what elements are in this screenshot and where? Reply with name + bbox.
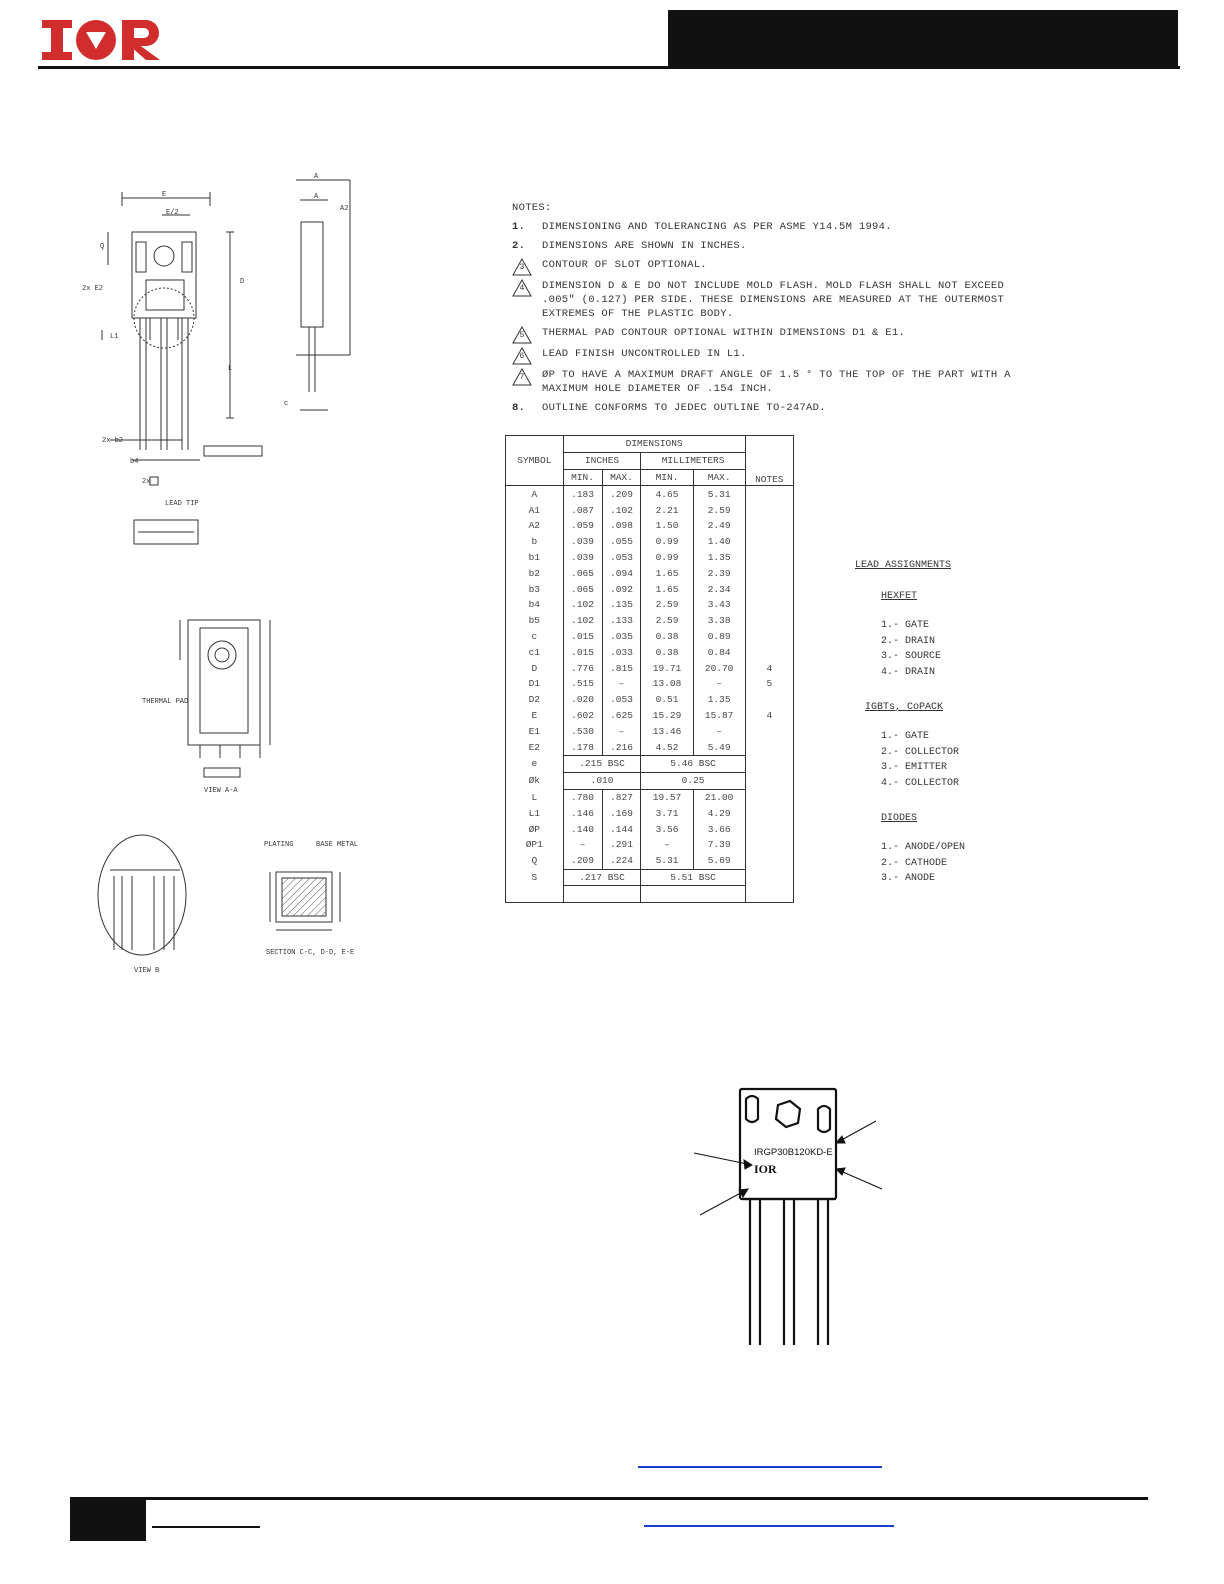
cell-symbol: ØP1 xyxy=(506,837,564,853)
cell-in-min: .178 xyxy=(563,739,602,755)
header-rule xyxy=(38,66,1180,69)
cell-mm-max: 4.29 xyxy=(693,805,745,821)
cell-symbol: D1 xyxy=(506,676,564,692)
cell-in-min: .020 xyxy=(563,692,602,708)
cell-symbol: D2 xyxy=(506,692,564,708)
cell-in-max: .169 xyxy=(602,805,641,821)
cell-mm-max: 2.49 xyxy=(693,518,745,534)
note-text: DIMENSION D & E DO NOT INCLUDE MOLD FLASH. MOLD FLASH SHALL NOT EXCEED .005" (0.127) PER SIDE. THESE DIMENSIONS ARE MEASURED AT THE OUTERMOST EXTREMES OF THE PLASTIC BODY. xyxy=(542,280,1005,320)
cell-symbol: L1 xyxy=(506,805,564,821)
note-marker: 3 xyxy=(519,263,525,272)
cell-note xyxy=(745,597,793,613)
svg-text:A2: A2 xyxy=(340,205,349,213)
cell-mm-min: – xyxy=(641,837,693,853)
cell-mm-min: 2.59 xyxy=(641,613,693,629)
cell-mm-max: – xyxy=(693,723,745,739)
cell-symbol: b xyxy=(506,534,564,550)
cell-in-span: .217 BSC xyxy=(563,869,641,886)
note-text: DIMENSIONS ARE SHOWN IN INCHES. xyxy=(542,240,747,252)
svg-text:c: c xyxy=(284,400,289,408)
footer-website-underline[interactable] xyxy=(644,1525,894,1527)
cell-in-min: .780 xyxy=(563,789,602,805)
lead-item: 3.- EMITTER xyxy=(881,762,948,773)
note-marker: 7 xyxy=(519,373,525,382)
cell-mm-min: 15.29 xyxy=(641,708,693,724)
cell-in-max: .144 xyxy=(602,821,641,837)
page-number-box xyxy=(70,1497,146,1541)
cell-note xyxy=(745,739,793,755)
cell-in-min: .059 xyxy=(563,518,602,534)
table-row xyxy=(506,613,794,629)
note-number: 2. xyxy=(512,240,526,252)
cell-in-max: .033 xyxy=(602,644,641,660)
cell-mm-span: 5.46 BSC xyxy=(641,755,745,772)
cell-symbol: e xyxy=(506,755,564,772)
svg-text:A: A xyxy=(314,173,319,181)
cell-mm-max: – xyxy=(693,676,745,692)
col-mm-min: MIN. xyxy=(641,469,693,486)
cell-in-max: .291 xyxy=(602,837,641,853)
note-text: CONTOUR OF SLOT OPTIONAL. xyxy=(542,259,708,271)
cell-mm-max: 5.31 xyxy=(693,486,745,502)
cell-in-max: .625 xyxy=(602,708,641,724)
col-symbol: SYMBOL xyxy=(506,436,564,486)
footer-rule xyxy=(70,1497,1148,1500)
cell-symbol: b1 xyxy=(506,550,564,566)
cell-mm-max: 5.69 xyxy=(693,853,745,869)
ir-logo xyxy=(40,18,162,62)
cell-note xyxy=(745,869,793,886)
note-triangle-icon xyxy=(512,279,532,295)
cell-in-min: .015 xyxy=(563,644,602,660)
cell-in-max: .053 xyxy=(602,550,641,566)
svg-text:VIEW B: VIEW B xyxy=(134,967,160,975)
col-mm-max: MAX. xyxy=(693,469,745,486)
note-item xyxy=(512,258,1032,274)
cell-in-min: .530 xyxy=(563,723,602,739)
cell-note xyxy=(745,644,793,660)
cell-symbol: b3 xyxy=(506,581,564,597)
table-row xyxy=(506,821,794,837)
cell-symbol: A2 xyxy=(506,518,564,534)
table-row xyxy=(506,518,794,534)
col-dimensions: DIMENSIONS xyxy=(563,436,745,453)
col-in-max: MAX. xyxy=(602,469,641,486)
cell-in-min: .039 xyxy=(563,534,602,550)
note-item xyxy=(512,239,1032,253)
cell-in-min: .209 xyxy=(563,853,602,869)
lead-item: 1.- GATE xyxy=(881,620,930,631)
cell-symbol: c xyxy=(506,629,564,645)
cell-note xyxy=(745,581,793,597)
cell-in-max: .135 xyxy=(602,597,641,613)
cell-note xyxy=(745,550,793,566)
cell-mm-max: 15.87 xyxy=(693,708,745,724)
cell-mm-max: 5.49 xyxy=(693,739,745,755)
footer-short-rule xyxy=(152,1526,260,1528)
table-row xyxy=(506,629,794,645)
cell-note xyxy=(745,772,793,789)
cell-in-max: – xyxy=(602,723,641,739)
note-text: ØP TO HAVE A MAXIMUM DRAFT ANGLE OF 1.5 ° TO THE TOP OF THE PART WITH A MAXIMUM HOLE DIAMETER OF .154 INCH. xyxy=(542,369,1011,395)
cell-in-max: .035 xyxy=(602,629,641,645)
svg-text:2x E2: 2x E2 xyxy=(82,285,104,293)
cell-mm-min: 2.21 xyxy=(641,502,693,518)
cell-mm-span: 0.25 xyxy=(641,772,745,789)
cell-in-max: .102 xyxy=(602,502,641,518)
cell-note xyxy=(745,565,793,581)
col-millimeters: MILLIMETERS xyxy=(641,452,745,469)
lead-item: 4.- COLLECTOR xyxy=(881,777,960,789)
cell-in-min: .515 xyxy=(563,676,602,692)
note-marker: 6 xyxy=(519,352,525,361)
lead-group-title: HEXFET xyxy=(881,591,918,602)
note-number: 1. xyxy=(512,221,526,233)
svg-text:D: D xyxy=(240,278,245,286)
note-text: DIMENSIONING AND TOLERANCING AS PER ASME Y14.5M 1994. xyxy=(542,221,892,233)
cell-in-max: .815 xyxy=(602,660,641,676)
cell-in-min: .140 xyxy=(563,821,602,837)
table-row xyxy=(506,644,794,660)
cell-mm-min: 1.65 xyxy=(641,565,693,581)
table-row xyxy=(506,534,794,550)
cell-note xyxy=(745,853,793,869)
cell-mm-min: 3.56 xyxy=(641,821,693,837)
notes-title: NOTES: xyxy=(512,202,552,214)
lead-item: 3.- ANODE xyxy=(881,873,936,884)
note-text: OUTLINE CONFORMS TO JEDEC OUTLINE TO-247AD. xyxy=(542,402,826,414)
cell-in-max: .209 xyxy=(602,486,641,502)
cell-symbol: Q xyxy=(506,853,564,869)
cell-mm-min: 4.52 xyxy=(641,739,693,755)
col-inches: INCHES xyxy=(563,452,641,469)
cell-symbol: b2 xyxy=(506,565,564,581)
cell-in-min: .102 xyxy=(563,597,602,613)
col-in-min: MIN. xyxy=(563,469,602,486)
cell-note xyxy=(745,805,793,821)
table-row xyxy=(506,805,794,821)
cell-mm-max: 1.35 xyxy=(693,692,745,708)
cell-symbol: A xyxy=(506,486,564,502)
cell-symbol: L xyxy=(506,789,564,805)
cell-symbol: D xyxy=(506,660,564,676)
cell-mm-min: 19.71 xyxy=(641,660,693,676)
cell-mm-min: 0.51 xyxy=(641,692,693,708)
table-row xyxy=(506,660,794,676)
cell-mm-max: 3.43 xyxy=(693,597,745,613)
cell-in-min: – xyxy=(563,837,602,853)
cell-symbol: E xyxy=(506,708,564,724)
note-item xyxy=(512,279,1032,321)
svg-text:VIEW A-A: VIEW A-A xyxy=(204,787,238,795)
table-row xyxy=(506,676,794,692)
cell-symbol: E1 xyxy=(506,723,564,739)
svg-text:SECTION C-C, D-D, E-E: SECTION C-C, D-D, E-E xyxy=(266,949,355,957)
cell-in-min: .065 xyxy=(563,565,602,581)
table-row xyxy=(506,565,794,581)
cell-mm-max: 1.40 xyxy=(693,534,745,550)
cell-in-min: .065 xyxy=(563,581,602,597)
lead-group-title: IGBTs, CoPACK xyxy=(865,702,944,713)
cell-in-max: .092 xyxy=(602,581,641,597)
cell-mm-min: 13.46 xyxy=(641,723,693,739)
svg-text:L1: L1 xyxy=(110,333,119,341)
cell-symbol: ØP xyxy=(506,821,564,837)
note-item xyxy=(512,401,1032,415)
cell-mm-max: 0.89 xyxy=(693,629,745,645)
cell-mm-min: 4.65 xyxy=(641,486,693,502)
cell-in-min: .602 xyxy=(563,708,602,724)
table-row xyxy=(506,723,794,739)
cell-note: 5 xyxy=(745,676,793,692)
svg-text:LEAD TIP: LEAD TIP xyxy=(165,500,199,508)
cell-in-max: .053 xyxy=(602,692,641,708)
lead-assignments-title: LEAD ASSIGNMENTS xyxy=(855,560,952,571)
cell-note xyxy=(745,518,793,534)
lead-item: 2.- CATHODE xyxy=(881,857,948,869)
cell-in-min: .776 xyxy=(563,660,602,676)
table-row xyxy=(506,486,794,502)
cell-note xyxy=(745,821,793,837)
cell-mm-span: 5.51 BSC xyxy=(641,869,745,886)
cell-in-span: .010 xyxy=(563,772,641,789)
cell-mm-max: 2.34 xyxy=(693,581,745,597)
note-item xyxy=(512,326,1032,342)
package-outline-drawing xyxy=(70,170,390,980)
cell-in-min: .183 xyxy=(563,486,602,502)
note-item xyxy=(512,368,1032,396)
cell-in-span: .215 BSC xyxy=(563,755,641,772)
cell-in-max: .224 xyxy=(602,853,641,869)
part-number-text: IRGP30B120KD-E xyxy=(754,1147,833,1158)
part-logo-text: IOR xyxy=(754,1162,777,1176)
cell-note xyxy=(745,789,793,805)
cell-note xyxy=(745,629,793,645)
cell-mm-min: 3.71 xyxy=(641,805,693,821)
cell-mm-max: 3.38 xyxy=(693,613,745,629)
svg-text:2x b2: 2x b2 xyxy=(102,437,124,445)
cell-note xyxy=(745,613,793,629)
cell-in-max: .216 xyxy=(602,739,641,755)
note-item xyxy=(512,347,1032,363)
cell-in-min: .087 xyxy=(563,502,602,518)
cell-mm-max: 0.84 xyxy=(693,644,745,660)
table-row xyxy=(506,869,794,886)
cell-mm-max: 21.00 xyxy=(693,789,745,805)
lead-item: 1.- GATE xyxy=(881,731,930,742)
cell-in-max: – xyxy=(602,676,641,692)
cell-note xyxy=(745,837,793,853)
note-triangle-icon xyxy=(512,368,532,384)
cell-in-max: .094 xyxy=(602,565,641,581)
lead-item: 2.- COLLECTOR xyxy=(881,746,960,758)
cell-symbol: b5 xyxy=(506,613,564,629)
cell-mm-min: 1.50 xyxy=(641,518,693,534)
note-marker: 4 xyxy=(519,284,525,293)
note-triangle-icon xyxy=(512,347,532,363)
cell-note xyxy=(745,502,793,518)
note-item xyxy=(512,220,1032,234)
cell-symbol: E2 xyxy=(506,739,564,755)
cell-symbol: S xyxy=(506,869,564,886)
note-text: LEAD FINISH UNCONTROLLED IN L1. xyxy=(542,348,747,360)
lead-group-title: DIODES xyxy=(881,813,918,824)
cell-mm-min: 0.38 xyxy=(641,629,693,645)
cell-note xyxy=(745,486,793,502)
cell-symbol: c1 xyxy=(506,644,564,660)
header-black-bar xyxy=(668,10,1178,68)
lead-item: 3.- SOURCE xyxy=(881,651,942,662)
cell-in-min: .039 xyxy=(563,550,602,566)
cell-mm-min: 0.99 xyxy=(641,534,693,550)
table-row xyxy=(506,853,794,869)
note-number: 8. xyxy=(512,402,526,414)
cell-note xyxy=(745,755,793,772)
table-row xyxy=(506,755,794,772)
dimensions-table xyxy=(505,435,794,903)
note-triangle-icon xyxy=(512,258,532,274)
cell-note: 4 xyxy=(745,708,793,724)
table-row xyxy=(506,772,794,789)
cell-in-max: .827 xyxy=(602,789,641,805)
cell-in-max: .133 xyxy=(602,613,641,629)
cell-mm-min: 1.65 xyxy=(641,581,693,597)
table-row xyxy=(506,708,794,724)
table-row xyxy=(506,597,794,613)
table-row xyxy=(506,692,794,708)
cell-symbol: Øk xyxy=(506,772,564,789)
svg-text:PLATING: PLATING xyxy=(264,841,294,849)
cell-mm-max: 2.39 xyxy=(693,565,745,581)
table-row xyxy=(506,550,794,566)
notes-block xyxy=(512,202,1032,420)
note-text: THERMAL PAD CONTOUR OPTIONAL WITHIN DIMENSIONS D1 & E1. xyxy=(542,327,906,339)
note-triangle-icon xyxy=(512,326,532,342)
cell-mm-max: 7.39 xyxy=(693,837,745,853)
cell-mm-min: 13.08 xyxy=(641,676,693,692)
cell-mm-max: 2.59 xyxy=(693,502,745,518)
cell-note xyxy=(745,723,793,739)
lead-assignments xyxy=(855,560,965,909)
cell-mm-min: 5.31 xyxy=(641,853,693,869)
cell-mm-max: 3.66 xyxy=(693,821,745,837)
cell-note xyxy=(745,692,793,708)
svg-text:Q: Q xyxy=(100,243,105,251)
svg-text:E/2: E/2 xyxy=(166,209,179,217)
lead-item: 4.- DRAIN xyxy=(881,666,936,678)
note-marker: 5 xyxy=(519,331,525,340)
cell-mm-max: 1.35 xyxy=(693,550,745,566)
col-notes: NOTES xyxy=(745,436,793,486)
svg-text:L: L xyxy=(228,365,233,373)
cell-mm-min: 19.57 xyxy=(641,789,693,805)
svg-text:b4: b4 xyxy=(130,458,139,466)
footer-link-underline[interactable] xyxy=(638,1466,882,1468)
cell-in-min: .102 xyxy=(563,613,602,629)
lead-item: 1.- ANODE/OPEN xyxy=(881,842,966,853)
svg-text:2x: 2x xyxy=(142,478,151,486)
cell-in-min: .146 xyxy=(563,805,602,821)
cell-in-max: .055 xyxy=(602,534,641,550)
cell-mm-min: 0.99 xyxy=(641,550,693,566)
svg-text:A: A xyxy=(314,193,319,201)
cell-symbol: b4 xyxy=(506,597,564,613)
svg-text:E: E xyxy=(162,191,167,199)
cell-in-max: .098 xyxy=(602,518,641,534)
table-row xyxy=(506,739,794,755)
table-row xyxy=(506,789,794,805)
cell-note: 4 xyxy=(745,660,793,676)
cell-mm-max: 20.70 xyxy=(693,660,745,676)
part-marking-illustration xyxy=(690,1085,890,1350)
table-row xyxy=(506,581,794,597)
cell-mm-min: 0.38 xyxy=(641,644,693,660)
cell-in-min: .015 xyxy=(563,629,602,645)
lead-item: 2.- DRAIN xyxy=(881,635,936,647)
cell-symbol: A1 xyxy=(506,502,564,518)
table-row xyxy=(506,837,794,853)
svg-text:THERMAL PAD: THERMAL PAD xyxy=(142,698,189,706)
cell-note xyxy=(745,534,793,550)
cell-mm-min: 2.59 xyxy=(641,597,693,613)
svg-text:BASE METAL: BASE METAL xyxy=(316,841,359,849)
table-row xyxy=(506,502,794,518)
